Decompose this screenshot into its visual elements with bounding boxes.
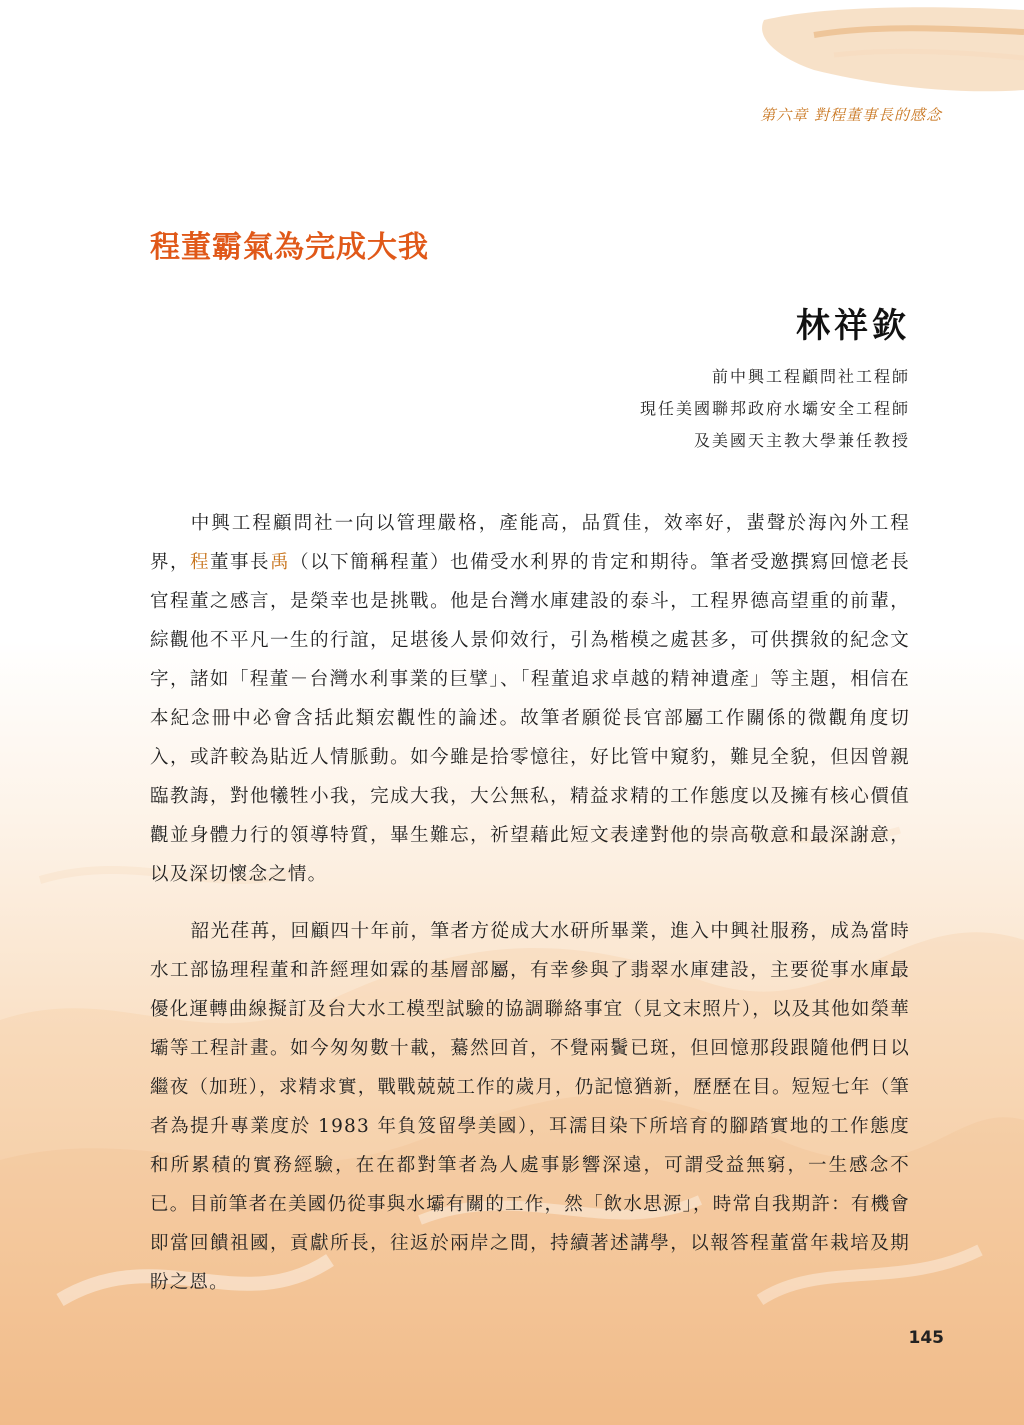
page-number: 145 — [908, 1328, 944, 1348]
author-block — [640, 298, 910, 457]
paragraph-text: 中興工程顧問社一向以管理嚴格，產能高，品質佳，效率好，蜚聲於海內外工程界， — [150, 513, 910, 573]
body-paragraph — [150, 504, 910, 894]
header-brush-decoration — [724, 0, 1024, 110]
paragraph-text: （以下簡稱程董）也備受水利界的肯定和期待。筆者受邀撰寫回憶老長官程董之感言，是榮幸也是挑戰。他是台灣水庫建設的泰斗，工程界德高望重的前輩，綜觀他不平凡一生的行誼，足堪後人景仰效行，引為楷模之處甚多，可供撰敘的紀念文字，諸如「程董－台灣水利事業的巨擘」、「程董追求卓越的精神遺產」等主題，相信在本紀念冊中必會含括此類宏觀性的論述。故筆者願從長官部屬工作關係的微觀角度切入，或許較為貼近人情脈動。如今雖是拾零憶往，好比管中窺豹，難見全貌，但因曾親臨教誨，對他犧牲小我，完成大我，大公無私，精益求精的工作態度以及擁有核心價值觀並身體力行的領導特質，畢生難忘，祈望藉此短文表達對他的崇高敬意和最深謝意，以及深切懷念之情。 — [150, 552, 911, 885]
running-header: 第六章 對程董事長的感念 — [760, 106, 942, 124]
author-affiliation: 前中興工程顧問社工程師 — [711, 367, 910, 386]
body-paragraph: 韶光荏苒，回顧四十年前，筆者方從成大水研所畢業，進入中興社服務，成為當時水工部協理程董和許經理如霖的基層部屬，有幸參與了翡翠水庫建設，主要從事水庫最優化運轉曲線擬訂及台大水工模型試驗的協調聯絡事宜（見文末照片），以及其他如榮華壩等工程計畫。如今匆匆數十載，驀然回首，不覺兩鬢已斑，但回憶那段跟隨他們日以繼夜（加班），求精求實，戰戰兢兢工作的歲月，仍記憶猶新，歷歷在目。短短七年（筆者為提升專業度於 1983 年負笈留學美國），耳濡目染下所培育的腳踏實地的工作態度和所累積的實務經驗，在在都對筆者為人處事影響深遠，可謂受益無窮，一生感念不已。目前筆者在美國仍從事與水壩有關的工作，然「飲水思源」，時常自我期許：有機會即當回饋祖國，貢獻所長，往返於兩岸之間，持續著述講學，以報答程董當年栽培及期盼之恩。 — [150, 921, 910, 1293]
highlighted-name: 禹 — [270, 552, 291, 573]
article-title: 程董霸氣為完成大我 — [150, 230, 429, 265]
paragraph-text: 董事長 — [210, 552, 271, 573]
author-affiliation: 及美國天主教大學兼任教授 — [693, 431, 910, 450]
author-name: 林祥欽 — [796, 306, 910, 346]
article-body — [150, 504, 910, 1320]
author-affiliation: 現任美國聯邦政府水壩安全工程師 — [639, 399, 910, 418]
highlighted-name: 程 — [190, 552, 211, 573]
